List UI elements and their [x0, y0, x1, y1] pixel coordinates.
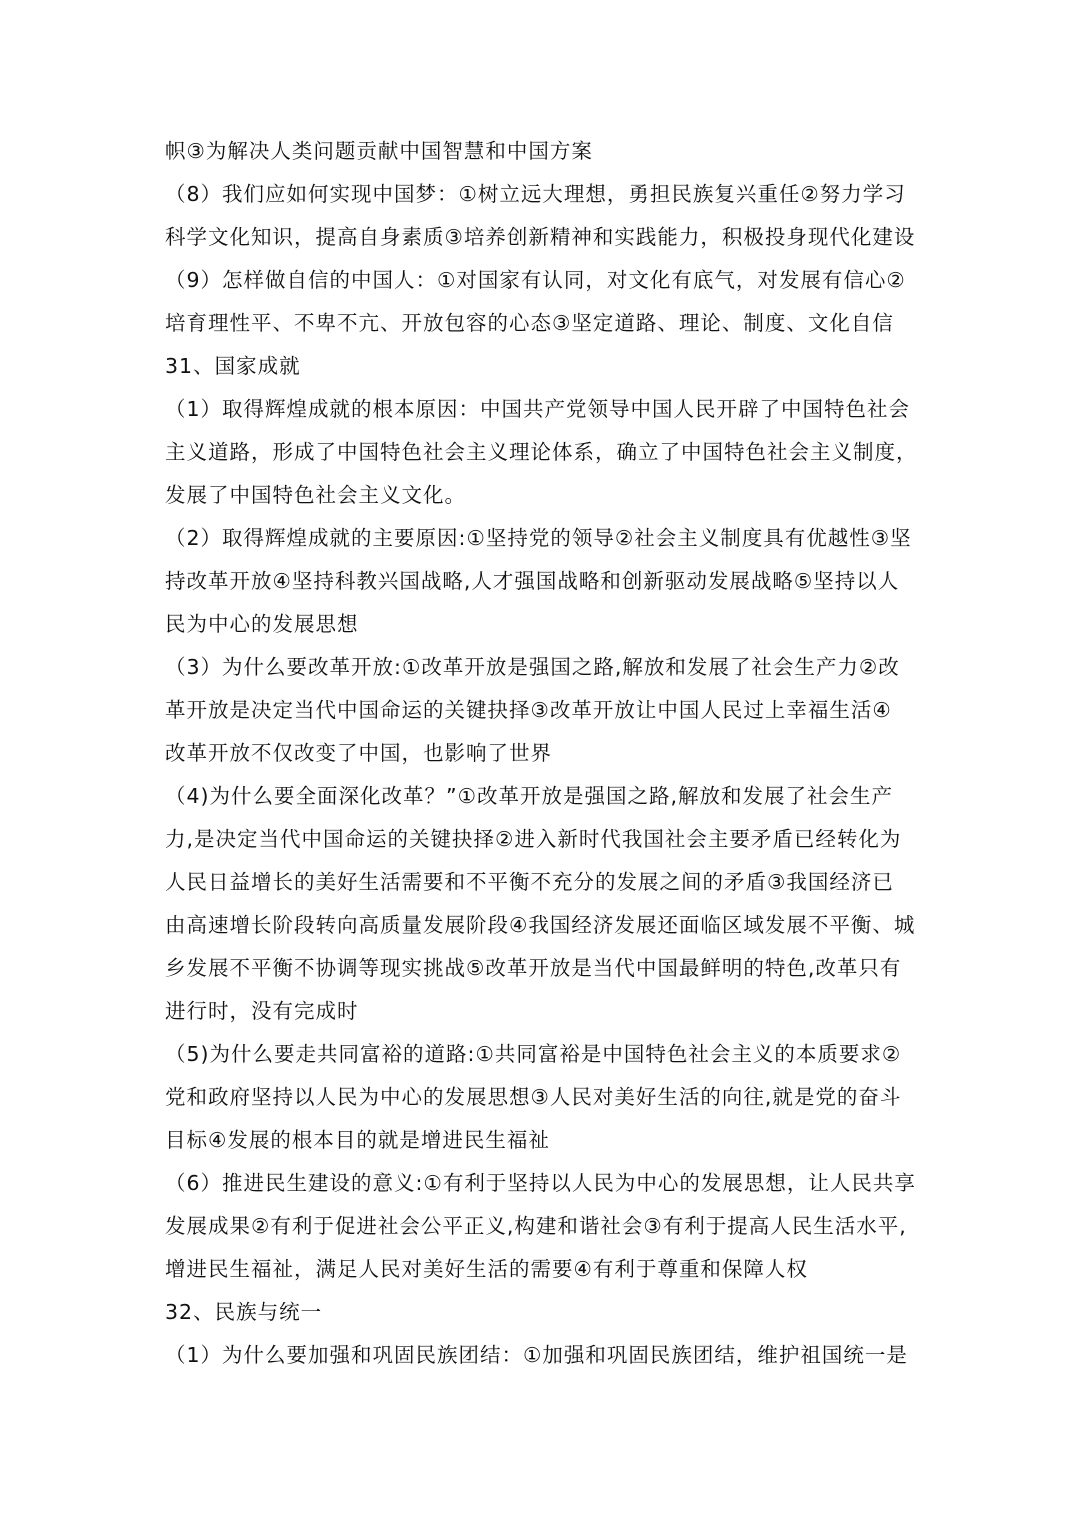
text-line: 增进民生福祉，满足人民对美好生活的需要④有利于尊重和保障人权: [165, 1257, 808, 1281]
text-line: 乡发展不平衡不协调等现实挑战⑤改革开放是当代中国最鲜明的特色,改革只有: [165, 956, 902, 980]
text-line: 发展了中国特色社会主义文化。: [165, 483, 466, 507]
text-line: 由高速增长阶段转向高质量发展阶段④我国经济发展还面临区域发展不平衡、城: [165, 913, 916, 937]
text-line: 发展成果②有利于促进社会公平正义,构建和谐社会③有利于提高人民生活水平,: [165, 1214, 907, 1238]
section-heading: 32、民族与统一: [165, 1300, 323, 1324]
text-line: （4)为什么要全面深化改革？”①改革开放是强国之路,解放和发展了社会生产: [165, 784, 894, 808]
text-line: （8）我们应如何实现中国梦：①树立远大理想，勇担民族复兴重任②努力学习: [165, 182, 906, 206]
text-line: 改革开放不仅改变了中国，也影响了世界: [165, 741, 552, 765]
text-line: （2）取得辉煌成就的主要原因:①坚持党的领导②社会主义制度具有优越性③坚: [165, 526, 912, 550]
text-line: 帜③为解决人类问题贡献中国智慧和中国方案: [165, 139, 593, 163]
text-line: （1）为什么要加强和巩固民族团结：①加强和巩固民族团结，维护祖国统一是: [165, 1343, 908, 1367]
text-line: 目标④发展的根本目的就是增进民生福祉: [165, 1128, 550, 1152]
text-line: （9）怎样做自信的中国人：①对国家有认同，对文化有底气，对发展有信心②: [165, 268, 906, 292]
document-body: [165, 130, 925, 1377]
text-line: 科学文化知识，提高自身素质③培养创新精神和实践能力，积极投身现代化建设: [165, 225, 916, 249]
text-line: 培育理性平、不卑不亢、开放包容的心态③坚定道路、理论、制度、文化自信: [165, 311, 894, 335]
text-line: （1）取得辉煌成就的根本原因：中国共产党领导中国人民开辟了中国特色社会: [165, 397, 911, 421]
text-line: 力,是决定当代中国命运的关键抉择②进入新时代我国社会主要矛盾已经转化为: [165, 827, 902, 851]
text-line: （6）推进民生建设的意义:①有利于坚持以人民为中心的发展思想，让人民共享: [165, 1171, 916, 1195]
text-line: 持改革开放④坚持科教兴国战略,人才强国战略和创新驱动发展战略⑤坚持以人: [165, 569, 900, 593]
text-line: （5)为什么要走共同富裕的道路:①共同富裕是中国特色社会主义的本质要求②: [165, 1042, 902, 1066]
text-line: 人民日益增长的美好生活需要和不平衡不充分的发展之间的矛盾③我国经济已: [165, 870, 894, 894]
text-line: 进行时，没有完成时: [165, 999, 359, 1023]
text-line: 主义道路，形成了中国特色社会主义理论体系，确立了中国特色社会主义制度，: [165, 440, 918, 464]
text-line: 民为中心的发展思想: [165, 612, 359, 636]
section-heading: 31、国家成就: [165, 354, 301, 378]
text-line: 党和政府坚持以人民为中心的发展思想③人民对美好生活的向往,就是党的奋斗: [165, 1085, 902, 1109]
text-line: 革开放是决定当代中国命运的关键抉择③改革开放让中国人民过上幸福生活④: [165, 698, 892, 722]
text-line: （3）为什么要改革开放:①改革开放是强国之路,解放和发展了社会生产力②改: [165, 655, 900, 679]
